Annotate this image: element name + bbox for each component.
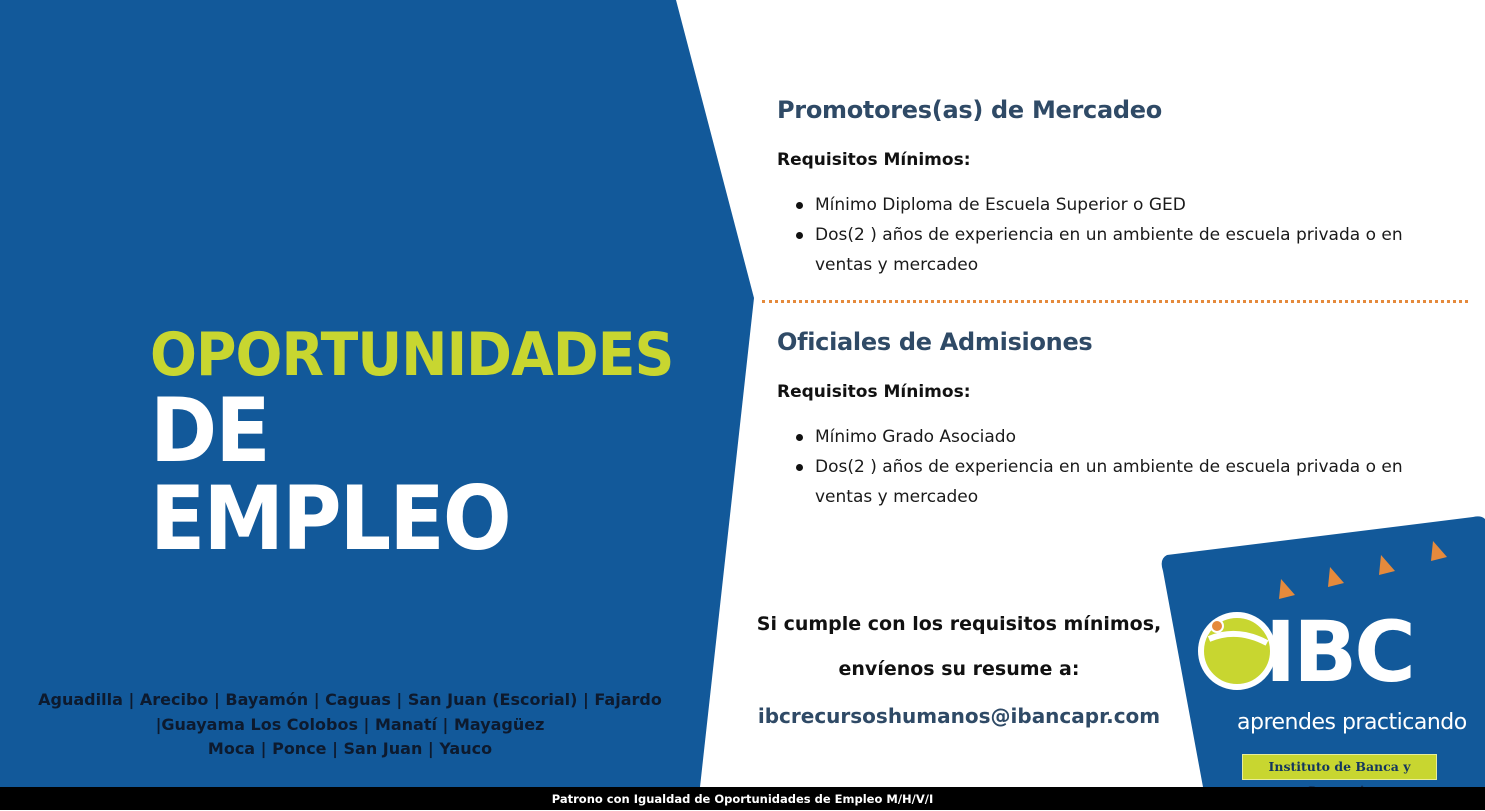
- logo-tagline: aprendes practicando: [1237, 710, 1467, 735]
- contact-email-link[interactable]: ibcrecursoshumanos@ibancapr.com: [757, 704, 1161, 728]
- cta-line2: envíenos su resume a:: [838, 658, 1080, 680]
- logo-wordmark: IBC: [1265, 603, 1413, 701]
- requirement-item: Mínimo Grado Asociado: [777, 422, 1477, 452]
- job-posting-oficiales: [777, 328, 1477, 512]
- job-title: Oficiales de Admisiones: [777, 328, 1093, 356]
- job-posting-promotores: [777, 96, 1477, 280]
- locations-line: Moca | Ponce | San Juan | Yauco: [207, 739, 493, 758]
- requirements-label: Requisitos Mínimos:: [777, 150, 971, 170]
- cta-line1: Si cumple con los requisitos mínimos,: [756, 613, 1162, 635]
- logo-badge: Instituto de Banca y: [1242, 754, 1437, 780]
- locations-line: Aguadilla | Arecibo | Bayamón | Caguas | San Juan (Escorial) | Fajardo: [38, 690, 662, 709]
- dotted-divider: [762, 300, 1468, 303]
- requirement-item: Dos(2 ) años de experiencia en un ambiente de escuela privada o en ventas y mercadeo: [777, 452, 1465, 512]
- requirement-item: Mínimo Diploma de Escuela Superior o GED: [777, 190, 1477, 220]
- campus-locations: [30, 688, 670, 762]
- job-title: Promotores(as) de Mercadeo: [777, 96, 1162, 124]
- footer-equal-opportunity: Patrono con Igualdad de Oportunidades de Empleo M/H/V/I: [0, 787, 1485, 810]
- headline-line1: OPORTUNIDADES: [150, 320, 674, 390]
- requirements-list: [777, 190, 1477, 280]
- requirements-label: Requisitos Mínimos:: [777, 382, 971, 402]
- requirement-item: Dos(2 ) años de experiencia en un ambiente de escuela privada o en ventas y mercadeo: [777, 220, 1465, 280]
- requirements-list: [777, 422, 1477, 512]
- ibc-logo: [1155, 515, 1485, 787]
- headline: [150, 320, 674, 570]
- locations-line: |Guayama Los Colobos | Manatí | Mayagüez: [155, 714, 545, 734]
- headline-line2: DE EMPLEO: [150, 379, 510, 570]
